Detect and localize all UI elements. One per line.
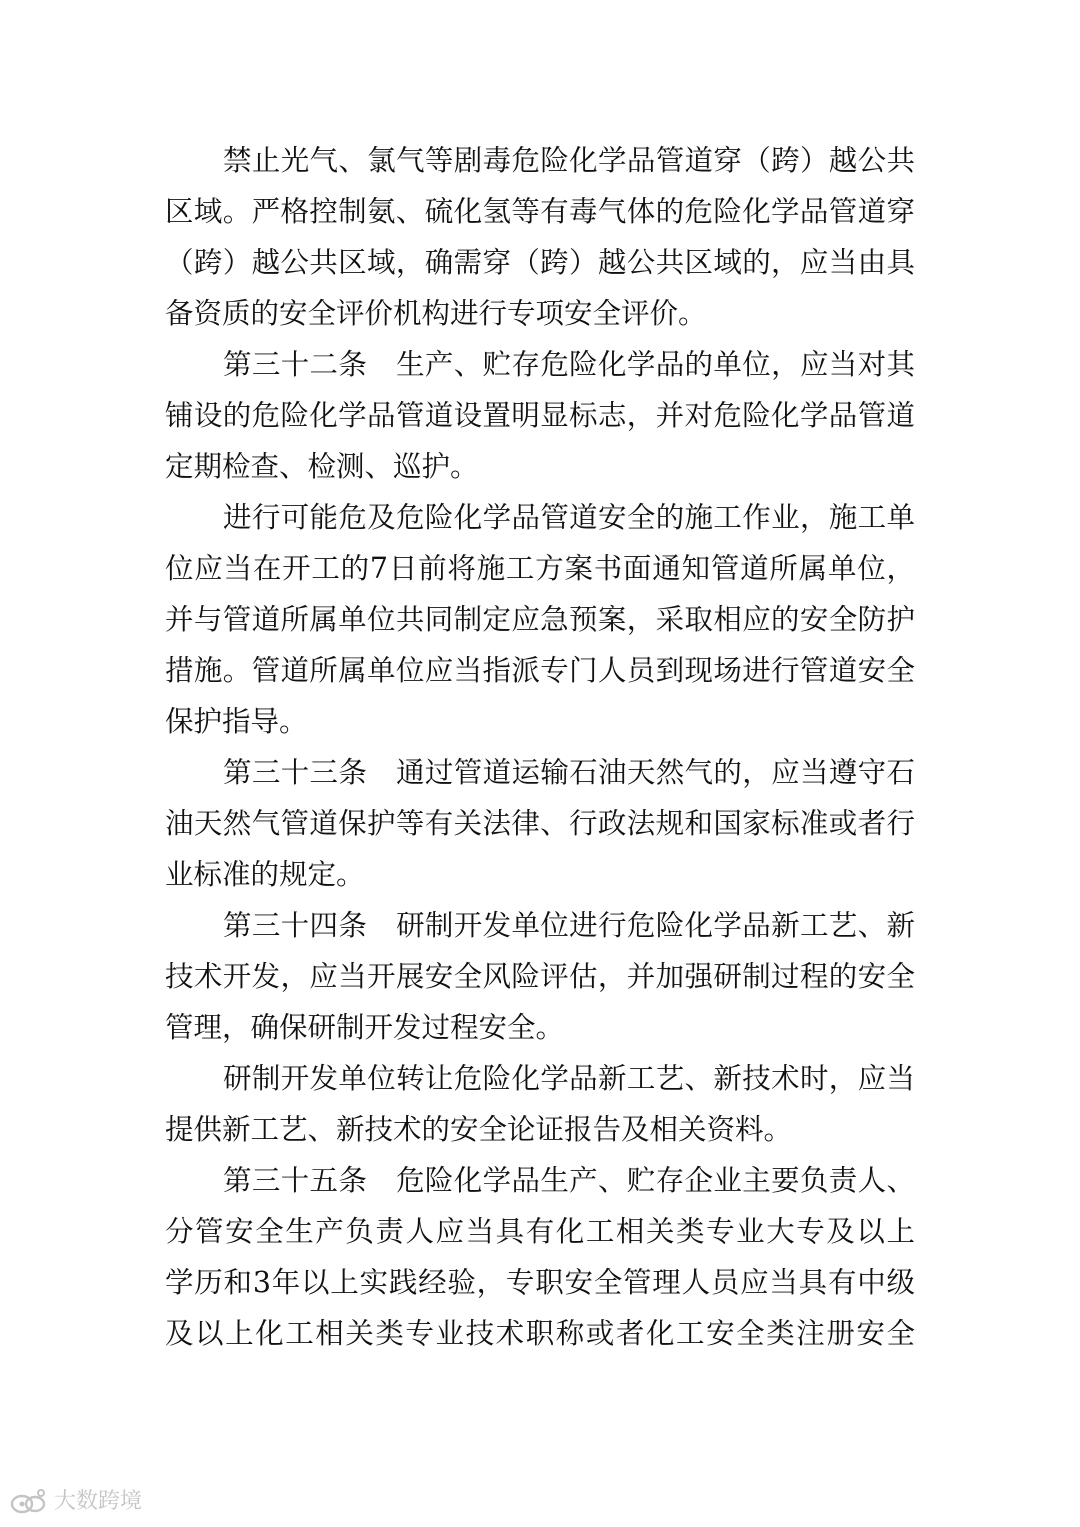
paragraph-construction-work	[165, 492, 915, 747]
document-body	[165, 135, 915, 1359]
text-line: 备资质的安全评价机构进行专项安全评价。	[165, 297, 707, 330]
watermark-text: 大数跨境	[54, 1489, 143, 1514]
text-line: 保护指导。	[165, 705, 308, 738]
text-line: 分管安全生产负责人应当具有化工相关类专业大专及以上	[165, 1215, 915, 1248]
text-line: 第三十二条 生产、贮存危险化学品的单位，应当对其	[223, 348, 915, 381]
text-line: 第三十五条 危险化学品生产、贮存企业主要负责人、	[223, 1164, 915, 1197]
text-line: 提供新工艺、新技术的安全论证报告及相关资料。	[165, 1113, 793, 1146]
text-line: 位应当在开工的7日前将施工方案书面通知管道所属单位，	[165, 552, 915, 585]
paragraph-article-32	[165, 339, 915, 492]
paragraph-technology-transfer	[165, 1053, 915, 1155]
text-line: 定期检查、检测、巡护。	[165, 450, 479, 483]
text-line: 禁止光气、氯气等剧毒危险化学品管道穿（跨）越公共	[223, 144, 915, 177]
watermark	[8, 1484, 142, 1520]
text-line: （跨）越公共区域，确需穿（跨）越公共区域的，应当由具	[165, 246, 915, 279]
text-line: 第三十四条 研制开发单位进行危险化学品新工艺、新	[223, 909, 915, 942]
text-line: 铺设的危险化学品管道设置明显标志，并对危险化学品管道	[165, 399, 915, 432]
text-line: 及以上化工相关类专业技术职称或者化工安全类注册安全	[165, 1317, 915, 1350]
paragraph-pipeline-crossing	[165, 135, 915, 339]
text-line: 进行可能危及危险化学品管道安全的施工作业，施工单	[223, 501, 915, 534]
text-line: 研制开发单位转让危险化学品新工艺、新技术时，应当	[223, 1062, 915, 1095]
paragraph-article-35	[165, 1155, 915, 1359]
text-line: 措施。管道所属单位应当指派专门人员到现场进行管道安全	[165, 654, 915, 687]
paragraph-article-33	[165, 747, 915, 900]
text-line: 第三十三条 通过管道运输石油天然气的，应当遵守石	[223, 756, 915, 789]
brand-logo-icon	[8, 1486, 50, 1518]
text-line: 技术开发，应当开展安全风险评估，并加强研制过程的安全	[165, 960, 915, 993]
text-line: 业标准的规定。	[165, 858, 365, 891]
text-line: 管理，确保研制开发过程安全。	[165, 1011, 565, 1044]
text-line: 区域。严格控制氨、硫化氢等有毒气体的危险化学品管道穿	[165, 195, 915, 228]
text-line: 油天然气管道保护等有关法律、行政法规和国家标准或者行	[165, 807, 915, 840]
paragraph-article-34	[165, 900, 915, 1053]
text-line: 学历和3年以上实践经验，专职安全管理人员应当具有中级	[165, 1266, 915, 1299]
text-line: 并与管道所属单位共同制定应急预案，采取相应的安全防护	[165, 603, 915, 636]
